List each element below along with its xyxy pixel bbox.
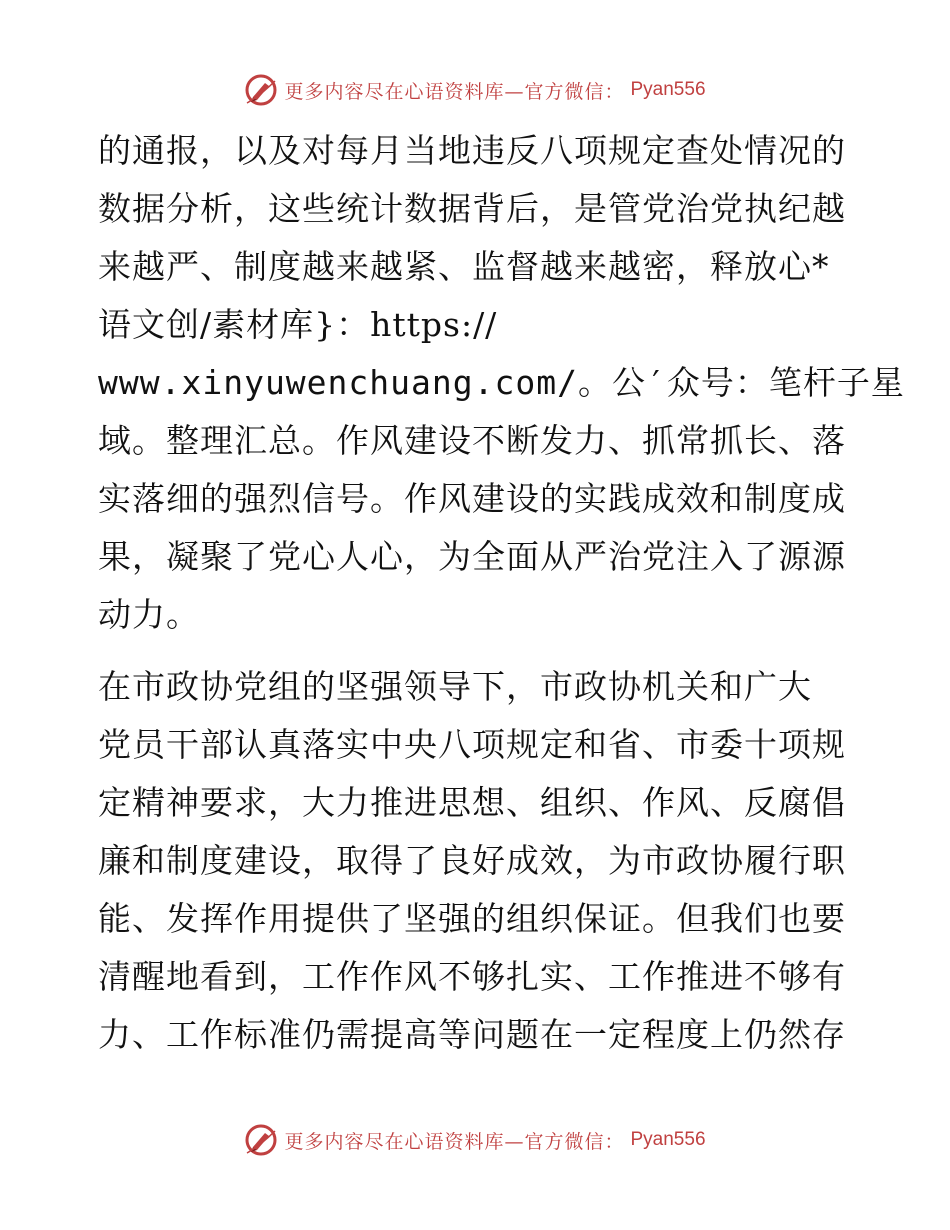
text-line: 廉和制度建设，取得了良好成效，为市政协履行职 xyxy=(98,841,846,880)
text-line: 语文创/素材库}：https:// xyxy=(98,305,498,344)
text-line: 实落细的强烈信号。作风建设的实践成效和制度成 xyxy=(98,479,846,518)
text-line: 能、发挥作用提供了坚强的组织保证。但我们也要 xyxy=(98,899,846,938)
pen-circle-logo-icon xyxy=(244,1123,278,1157)
footer-banner-text: 更多内容尽在心语资料库—官方微信： xyxy=(284,1130,625,1153)
text-line: 力、工作标准仍需提高等问题在一定程度上仍然存 xyxy=(98,1015,846,1054)
header-banner-wechat-id: Pyan556 xyxy=(630,79,706,100)
footer-banner xyxy=(0,1120,950,1160)
text-line: 在市政协党组的坚强领导下，市政协机关和广大 xyxy=(98,667,812,706)
text-line: 清醒地看到，工作作风不够扎实、工作推进不够有 xyxy=(98,957,846,996)
header-banner xyxy=(0,70,950,110)
document-body xyxy=(98,122,905,1064)
paragraph-1 xyxy=(98,122,905,644)
header-banner-text: 更多内容尽在心语资料库—官方微信： xyxy=(284,80,625,103)
text-line: 域。整理汇总。作风建设不断发力、抓常抓长、落 xyxy=(98,421,846,460)
text-line: 来越严、制度越来越紧、监督越来越密，释放心* xyxy=(98,247,830,286)
text-line: 的通报，以及对每月当地违反八项规定查处情况的 xyxy=(98,131,846,170)
text-line: 党员干部认真落实中央八项规定和省、市委十项规 xyxy=(98,725,846,764)
paragraph-2 xyxy=(98,658,858,1064)
text-line-url: www.xinyuwenchuang.com/。公′众号：笔杆子星 xyxy=(98,363,905,402)
text-line: 定精神要求，大力推进思想、组织、作风、反腐倡 xyxy=(98,783,846,822)
footer-banner-wechat-id: Pyan556 xyxy=(630,1129,706,1150)
text-line: 果，凝聚了党心人心，为全面从严治党注入了源源 xyxy=(98,537,846,576)
text-line: 动力。 xyxy=(98,595,200,634)
pen-circle-logo-icon xyxy=(244,73,278,107)
text-line: 数据分析，这些统计数据背后，是管党治党执纪越 xyxy=(98,189,846,228)
